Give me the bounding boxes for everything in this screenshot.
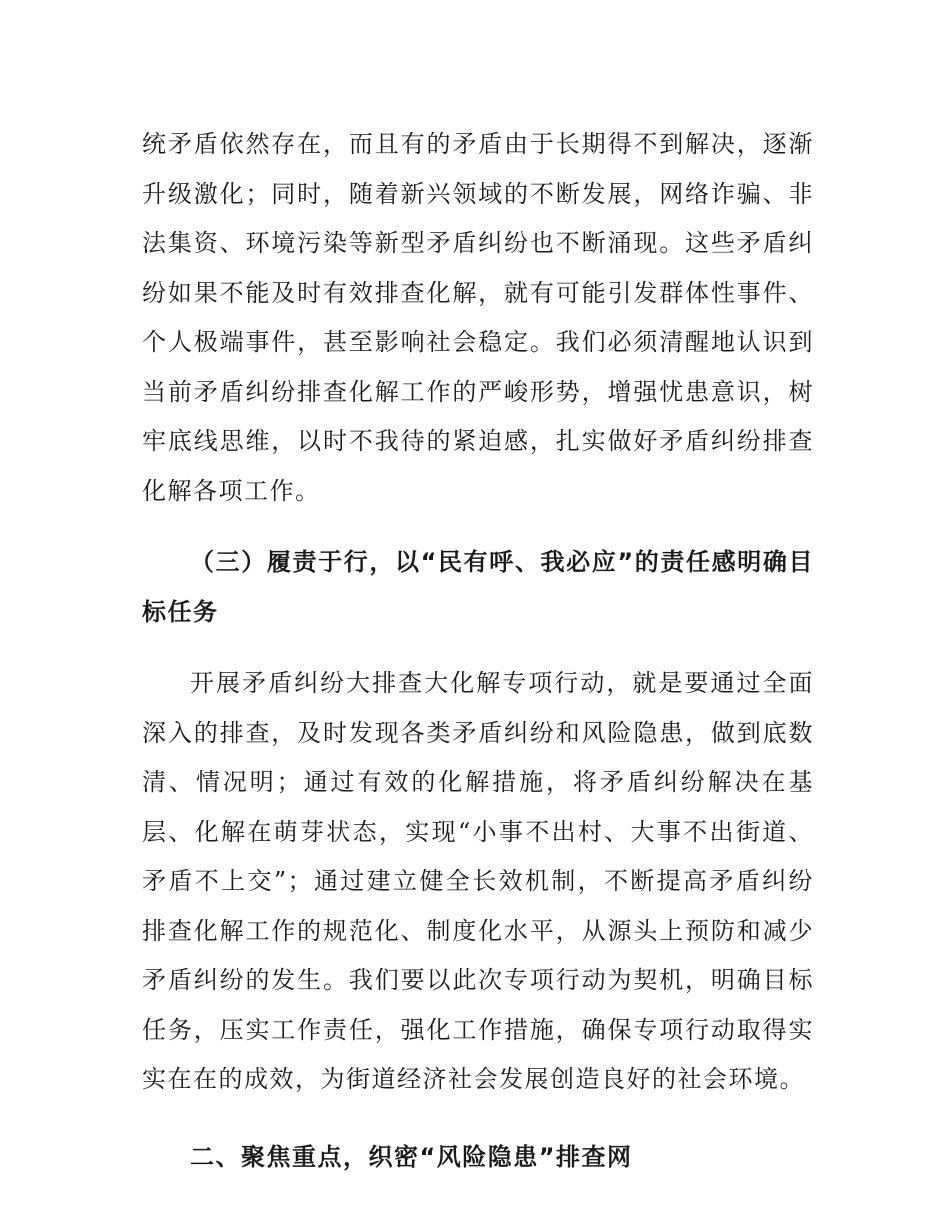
document-body — [142, 120, 814, 1204]
body-paragraph-continued: 统矛盾依然存在，而且有的矛盾由于长期得不到解决，逐渐升级激化；同时，随着新兴领域的不断发展，网络诈骗、非法集资、环境污染等新型矛盾纠纷也不断涌现。这些矛盾纠纷如果不能及时有效排查化解，就有可能引发群体性事件、个人极端事件，甚至影响社会稳定。我们必须清醒地认识到当前矛盾纠纷排查化解工作的严峻形势，增强忧患意识，树牢底线思维，以时不我待的紧迫感，扎实做好矛盾纠纷排查化解各项工作。 — [142, 130, 814, 505]
chapter-heading-2: 二、聚焦重点，织密“风险隐患”排查网 — [190, 1142, 633, 1171]
body-paragraph-objectives: 开展矛盾纠纷大排查大化解专项行动，就是要通过全面深入的排查，及时发现各类矛盾纠纷和风险隐患，做到底数清、情况明；通过有效的化解措施，将矛盾纠纷解决在基层、化解在萌芽状态，实现“小事不出村、大事不出街道、矛盾不上交”；通过建立健全长效机制，不断提高矛盾纠纷排查化解工作的规范化、制度化水平，从源头上预防和减少矛盾纠纷的发生。我们要以此次专项行动为契机，明确目标任务，压实工作责任，强化工作措施，确保专项行动取得实实在在的成效，为街道经济社会发展创造良好的社会环境。 — [142, 669, 814, 1093]
section-heading-3: （三）履责于行，以“民有呼、我必应”的责任感明确目标任务 — [142, 548, 814, 626]
